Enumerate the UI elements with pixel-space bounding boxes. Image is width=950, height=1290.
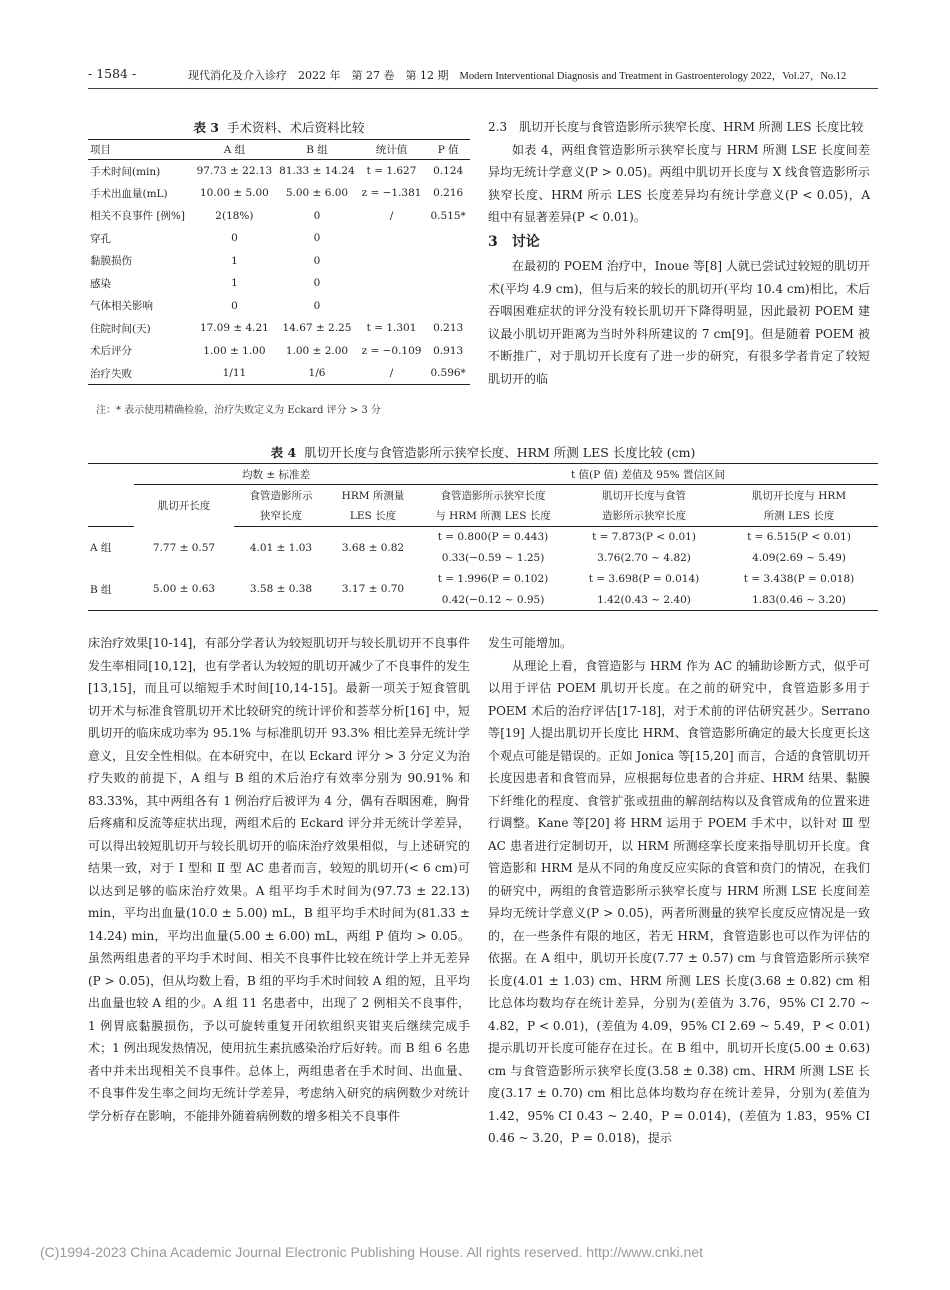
- table3-header: P 值: [437, 144, 459, 156]
- table3-cell: t = 1.627: [366, 165, 417, 177]
- table3-row-label: 相关不良事件 [例%]: [90, 210, 186, 223]
- table3-row-label: 治疗失败: [90, 367, 132, 380]
- paragraph: 床治疗效果[10-14]，有部分学者认为较短肌切开与较长肌切开不良事件发生率相同[10,12]，也有学者认为较短的肌切开减少了不良事件的发生[13,15]，而且可以缩短手术时间[10,14-15]。最新一项关于短食管肌切开术与标准食管肌切开术比较研究的统计评价和荟萃分析[16] 中，短肌切开的临床成功率为 95.1% 与标准肌切开 93.3% 相比差异无统计学意义，且安全性相似。在本研究中，在以 Eckard 评分 > 3 分定义为治疗失败的前提下，A 组与 B 组的术后治疗有效率分别为 90.91% 和 83.33%，其中两组各有 1 例治疗后被评为 4 分，偶有吞咽困难，胸骨后疼痛和反流等症状出现，两组术后的 Eckard 评分并无统计学差异，可以得出较短肌切开与较长肌切开的临床治疗效果相似，与上述研究的结果一致，对于 Ⅰ 型和 Ⅱ 型 AC 患者而言，较短的肌切开(< 6 cm)可以达到足够的临床治疗效果。A 组平均手术时间为(97.73 ± 22.13) min，平均出血量(10.0 ± 5.00) mL，B 组平均手术时间为(81.33 ± 14.24) min，平均出血量(5.00 ± 6.00) mL，两组 P 值均 > 0.05。虽然两组患者的平均手术时间、相关不良事件比较在统计学上并无差异(P > 0.05)，但从均数上看，B 组的平均手术时间较 A 组的短，且平均出血量也较 A 组的少。A 组 11 名患者中，出现了 2 例相关不良事件，1 例胃底黏膜损伤，予以可旋转重复开闭软组织夹钳夹后继续完成手术；1 例出现发热情况，使用抗生素抗感染治疗后好转。而 B 组 6 名患者中并未出现相关不良事件。总体上，两组患者在手术时间、出血量、不良事件发生率之间均无统计学差异，考虑纳入研究的病例数少对统计学分析存在影响，不能排外随着病例数的增多相关不良事件: [88, 636, 470, 1123]
- left-column-body: [88, 632, 470, 1127]
- table3-row: [88, 205, 470, 228]
- table3-row-label: 感染: [90, 277, 111, 290]
- table3-cell: 5.00 ± 6.00: [285, 187, 349, 200]
- table4-cell: t = 7.873(P < 0.01): [592, 531, 696, 544]
- paragraph: 从理论上看，食管造影与 HRM 作为 AC 的辅助诊断方式，似乎可以用于评估 POEM 肌切开长度。在之前的研究中，食管造影多用于 POEM 术后的治疗评估[17-18]，对于术前的评估研究甚少。Serrano 等[19] 人提出肌切开长度比 HRM、食管造影所确定的最大长度更长这个观点可能是错误的。正如 Jonica 等[15,20] 而言，合适的食管肌切开长度因患者和食管而异，应根据每位患者的合并症、HRM 结果、黏膜下纤维化的程度、食管扩张或扭曲的解剖结构以及食管成角的位置来进行调整。Kane 等[20] 将 HRM 运用于 POEM 手术中，以针对 Ⅲ 型 AC 患者进行定制切开，以 HRM 所测痉挛长度来指导肌切开长度。食管造影和 HRM 是从不同的角度反应实际的食管和贲门的情况，在我们的研究中，两组的食管造影所示狭窄长度与 HRM 所测 LSE 长度间差异均无统计学意义(P > 0.05)，两者所测量的狭窄长度反应情况是一致的，在一些条件有限的地区，若无 HRM，食管造影也可以作为评估的依据。在 A 组中，肌切开长度(7.77 ± 0.57) cm 与食管造影所示狭窄长度(4.01 ± 1.03) cm、HRM 所测 LES 长度(3.68 ± 0.82) cm 相比总体均数均存在统计差异，分别为(差值为 3.76，95% CI 2.70 ~ 4.82，P < 0.01)，(差值为 4.09，95% CI 2.69 ~ 5.49，P < 0.01) 提示肌切开长度可能存在过长。在 B 组中，肌切开长度(5.00 ± 0.63) cm 与食管造影所示狭窄长度(3.58 ± 0.38) cm、HRM 所测 LSE 长度(3.17 ± 0.70) cm 相比总体均数均存在统计差异，分别为(差值为 1.42，95% CI 0.43 ~ 2.40，P = 0.014)，(差值为 1.83，95% CI 0.46 ~ 3.20，P = 0.018)，提示: [488, 658, 870, 1145]
- table3-cell: [426, 295, 470, 318]
- table4-header: 食管造影所示狭窄长度: [440, 489, 546, 502]
- table4-cell: t = 3.698(P = 0.014): [588, 573, 700, 585]
- table3-cell: /: [389, 209, 394, 222]
- table3-cell: t = 1.301: [366, 322, 417, 335]
- table3-header: 统计值: [375, 144, 408, 156]
- copyright-footer: (C)1994-2023 China Academic Journal Electronic Publishing House. All rights reserved. http://www.cnki.net: [40, 1244, 703, 1260]
- table3-cell: 0.913: [433, 344, 464, 357]
- table3-row: [88, 182, 470, 205]
- table4-cell: t = 3.438(P = 0.018): [743, 573, 855, 585]
- table3-cell: [357, 272, 427, 295]
- table4-group-header-row: [88, 464, 878, 485]
- table3-cell: 0.124: [433, 165, 464, 177]
- table3-cell: 97.73 ± 22.13: [196, 165, 273, 177]
- journal-title-en: Modern Interventional Diagnosis and Treatment in Gastroenterology 2022，Vol.27，No.12: [459, 71, 847, 82]
- paragraph: 发生可能增加。: [488, 636, 573, 650]
- table4-header-row: [88, 485, 878, 506]
- table3-cell: 1/11: [222, 367, 247, 379]
- table4-cell: 0.33(−0.59 ~ 1.25): [441, 552, 545, 564]
- right-column-body: [488, 632, 870, 1150]
- table3-caption: [88, 118, 470, 136]
- table3-cell: [357, 227, 427, 250]
- table4-title: 肌切开长度与食管造影所示狭窄长度、HRM 所测 LES 长度比较 (cm): [304, 445, 696, 460]
- table3-cell: z = −0.109: [361, 344, 422, 357]
- table4-group-t: t 值(P 值) 差值及 95% 置信区间: [418, 464, 878, 485]
- table4-header: 食管造影所示: [249, 489, 313, 502]
- journal-title-cn: 现代消化及介入诊疗 2022 年 第 27 卷 第 12 期: [188, 69, 449, 82]
- table3-cell: [357, 295, 427, 318]
- table3-cell: 1.00 ± 2.00: [285, 344, 349, 357]
- page-number: - 1584 -: [88, 66, 137, 81]
- table3-cell: 0.213: [433, 322, 464, 335]
- table3: [88, 139, 470, 385]
- table3-cell: 1: [231, 254, 238, 267]
- table3-row: [88, 160, 470, 183]
- section-heading-discussion: 3 讨论: [488, 233, 540, 250]
- table4-header: 肌切开长度与 HRM: [751, 489, 847, 502]
- table4-header: 与 HRM 所测 LES 长度: [418, 506, 568, 527]
- table3-cell: 0: [313, 209, 321, 222]
- table3-cell: 0.216: [433, 187, 464, 200]
- table3-cell: 0: [231, 232, 238, 245]
- table3-row: [88, 295, 470, 318]
- table3-cell: [357, 250, 427, 273]
- table4-header: 所测 LES 长度: [720, 506, 878, 527]
- table4-cell: t = 1.996(P = 0.102): [437, 573, 549, 585]
- table3-row: [88, 317, 470, 340]
- table3-row-label: 手术时间(min): [90, 165, 161, 178]
- table3-row-label: 术后评分: [90, 345, 132, 358]
- table3-cell: 0: [313, 277, 321, 290]
- table3-row-label: 手术出血量(mL): [90, 187, 168, 200]
- table4-header: LES 长度: [328, 506, 418, 527]
- table4-cell: 4.09(2.69 ~ 5.49): [752, 552, 846, 564]
- table3-row: [88, 340, 470, 363]
- table3-row-label: 气体相关影响: [90, 300, 153, 313]
- table3-row-label: 黏膜损伤: [90, 255, 132, 268]
- table3-row-label: 穿孔: [90, 232, 111, 245]
- table3-cell: 1/6: [308, 367, 326, 379]
- table4-cell: 1.42(0.43 ~ 2.40): [568, 590, 720, 611]
- table4-cell: 3.68 ± 0.82: [341, 541, 405, 554]
- table3-cell: 1: [231, 277, 238, 290]
- table3-cell: 0: [231, 299, 238, 312]
- table3-cell: 0: [313, 299, 321, 312]
- journal-title: [188, 67, 846, 83]
- running-header: [88, 66, 878, 86]
- table4-cell: t = 6.515(P < 0.01): [747, 531, 851, 544]
- table4-header: 造影所示狭窄长度: [568, 506, 720, 527]
- table3-cell: [426, 272, 470, 295]
- table3-cell: /: [389, 367, 394, 379]
- table4-cell: 3.58 ± 0.38: [234, 569, 328, 611]
- table3-row: [88, 362, 470, 385]
- table3-number: 表 3: [193, 120, 220, 135]
- table4-cell: t = 0.800(P = 0.443): [437, 531, 549, 544]
- table3-body: [88, 160, 470, 385]
- table3-row: [88, 250, 470, 273]
- table4: [88, 463, 878, 611]
- table4-number: 表 4: [270, 445, 297, 460]
- paragraph: 在最初的 POEM 治疗中，Inoue 等[8] 人就已尝试过较短的肌切开术(平均 4.9 cm)，但与后来的较长的肌切开(平均 10.4 cm)相比，术后吞咽困难症状的评分没有较长肌切开下降得明显，因此最初 POEM 建议最小肌切开距离为当时外科所建议的 7 cm[9]。但是随着 POEM 被不断推广，对于肌切开长度有了进一步的研究，有很多学者肯定了较短肌切开的临: [488, 259, 870, 386]
- table4-cell: 4.01 ± 1.03: [249, 541, 313, 554]
- table4-header: 肌切开长度: [157, 500, 211, 513]
- table4-caption: [88, 443, 878, 461]
- table4-cell: 1.83(0.46 ~ 3.20): [720, 590, 878, 611]
- table4-group: B 组: [88, 569, 134, 611]
- table3-title: 手术资料、术后资料比较: [227, 120, 365, 135]
- section-heading-2-3: 2.3 肌切开长度与食管造影所示狭窄长度、HRM 所测 LES 长度比较: [488, 120, 864, 134]
- table3-cell: 0.515*: [430, 209, 466, 222]
- table3-note: 注：* 表示使用精确检验，治疗失败定义为 Eckard 评分 > 3 分: [96, 405, 381, 416]
- table3-row: [88, 227, 470, 250]
- table4-group-mean: 均数 ± 标准差: [134, 464, 418, 485]
- table3-row: [88, 272, 470, 295]
- table4-header: 狭窄长度: [234, 506, 328, 527]
- table3-cell: 2(18%): [215, 209, 254, 222]
- table3-row-label: 住院时间(天): [90, 322, 151, 335]
- header-rule: [88, 88, 878, 89]
- table4-header: 肌切开长度与食管: [602, 489, 686, 502]
- table4-row: [88, 569, 878, 590]
- table3-cell: 81.33 ± 14.24: [279, 165, 355, 177]
- table3-cell: 10.00 ± 5.00: [199, 187, 269, 200]
- table3-cell: [426, 227, 470, 250]
- table4-row: [88, 527, 878, 548]
- table3-cell: 17.09 ± 4.21: [199, 322, 269, 335]
- table4-cell: 3.17 ± 0.70: [328, 569, 418, 611]
- table3-cell: z = −1.381: [361, 187, 422, 200]
- table3-header: B 组: [306, 144, 328, 156]
- table3-cell: 0.596*: [430, 367, 466, 379]
- table3-header: 项目: [90, 144, 111, 156]
- table4-cell: 7.77 ± 0.57: [152, 541, 216, 554]
- right-column-top: [488, 116, 870, 390]
- table4-header: HRM 所测量: [341, 489, 405, 502]
- table4-cell: 5.00 ± 0.63: [134, 569, 234, 611]
- paragraph: 如表 4，两组食管造影所示狭窄长度与 HRM 所测 LSE 长度间差异均无统计学意义(P > 0.05)。两组中肌切开长度与 X 线食管造影所示狭窄长度、HRM 所示 LES 长度差异均有统计学意义(P < 0.05)，A 组中有显著差异(P < 0.01)。: [488, 142, 870, 224]
- table3-header: A 组: [223, 144, 246, 156]
- table4-cell: 3.76(2.70 ~ 4.82): [597, 552, 691, 564]
- table3-cell: 14.67 ± 2.25: [282, 322, 352, 335]
- table3-cell: [426, 250, 470, 273]
- table3-cell: 0: [313, 254, 321, 267]
- table4-group: A 组: [90, 542, 112, 555]
- table3-cell: 0: [313, 232, 321, 245]
- table4-cell: 0.42(−0.12 ~ 0.95): [418, 590, 568, 611]
- table3-cell: 1.00 ± 1.00: [203, 344, 266, 357]
- table3-header-row: [88, 140, 470, 160]
